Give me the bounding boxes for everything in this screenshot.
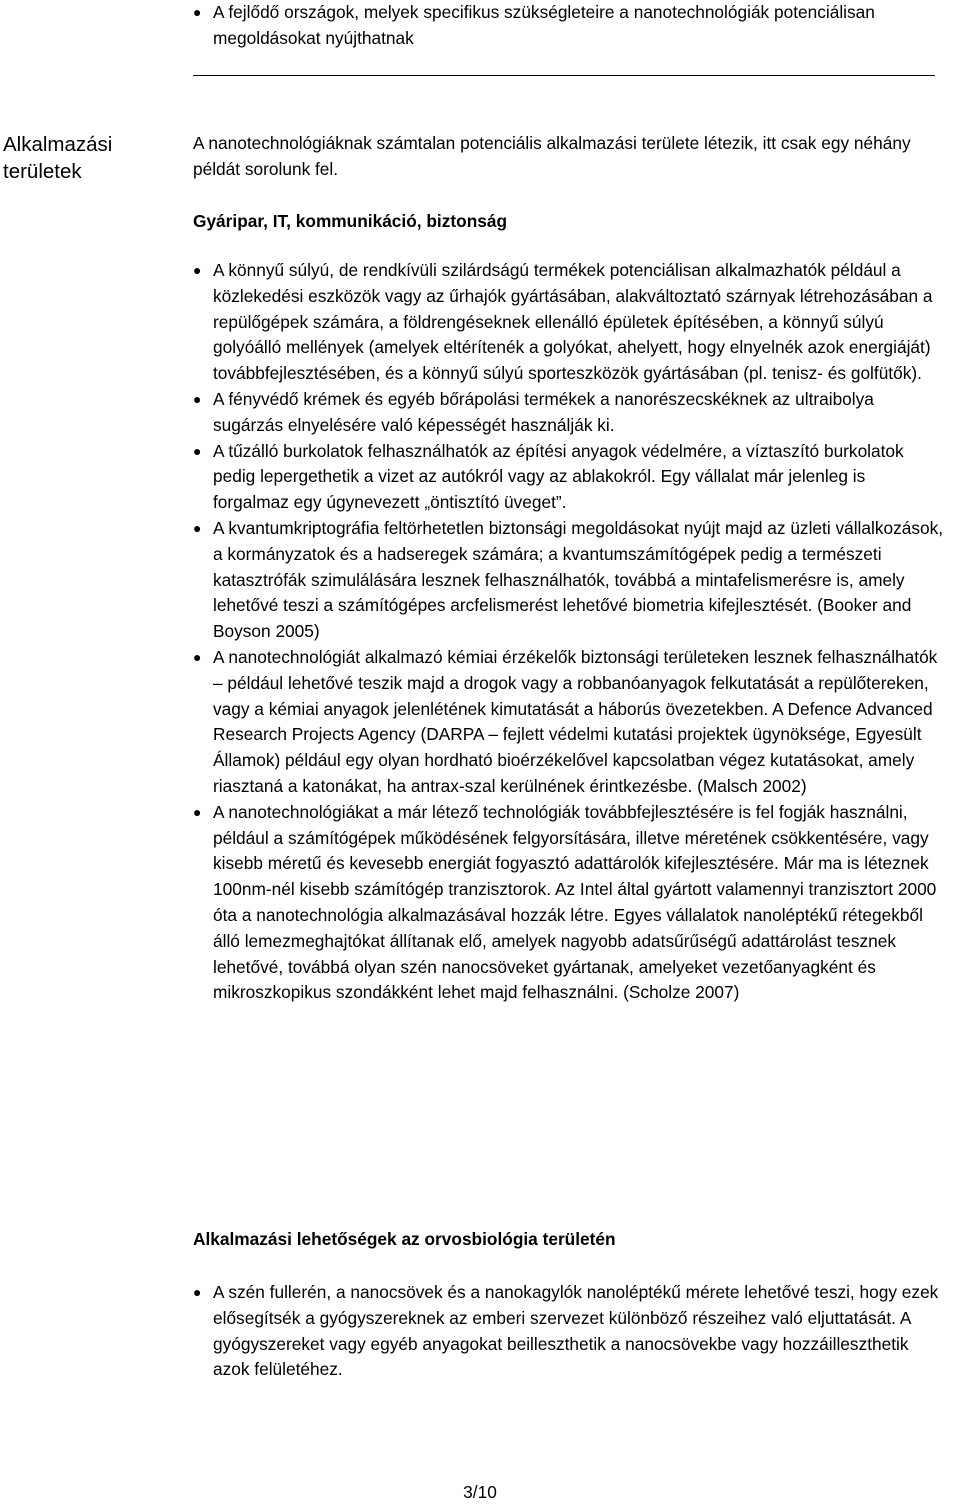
list-item-text: A fényvédő krémek és egyéb bőrápolási termékek a nanorészecskéknek az ultraibolya sugárzás elnyelésére való képességét használják ki. (213, 388, 874, 435)
bullet-icon: ● (193, 803, 202, 820)
list-item-text: A kvantumkriptográfia feltörhetetlen biztonsági megoldásokat nyújt majd az üzleti vállalkozások, a kormányzatok és a hadseregek számára; a kvantumszámítógépek pedig a természeti katasztrófák szimulálására lesznek felhasználhatók, továbbá a mintafelismerésre is, amely lehetővé teszi a számítógépes arcfelismerést lehetővé biometria kifejlesztését. (Booker and Boyson 2005) (213, 517, 944, 642)
list-item-text: A nanotechnológiát alkalmazó kémiai érzékelők biztonsági területeken lesznek felhasználhatók – például lehetővé teszik majd a drogok vagy a robbanóanyagok felkutatását a repülőtereken, vagy a kémiai anyagok jelenlétének kimutatását a háborús övezetekben. A Defence Advanced Research Projects Agency (DARPA – fejlett védelmi kutatási projektek ügynöksége, Egyesült Államok) például egy olyan hordható bioérzékelővel kapcsolatban végez kutatásokat, amely riasztaná a katonákat, ha antrax-szal kerülnének érintkezésbe. (Malsch 2002) (213, 646, 938, 796)
bullet-icon: ● (193, 4, 202, 20)
list-item-text: A szén fullerén, a nanocsövek és a nanokagylók nanoléptékű mérete lehetővé teszi, hogy ezek elősegítsék a gyógyszereknek az emberi szervezet különböző részeihez való eljuttatását. A gyógyszereket vagy egyéb anyagokat beilleszthetik a nanocsövekbe vagy hozzáilleszthetik azok felületéhez. (213, 1282, 939, 1380)
list-item (193, 645, 945, 800)
bullet-icon: ● (193, 648, 202, 665)
top-bullet-list (193, 0, 938, 52)
divider (193, 75, 935, 76)
list-item (193, 387, 945, 439)
list-item-text: A könnyű súlyú, de rendkívüli szilárdságú termékek potenciálisan alkalmazhatók például a közlekedési eszközök vagy az űrhajók gyártásában, alakváltoztató szárnyak létrehozásában a repülőgépek számára, a földrengéseknek ellenálló épületek építésében, a könnyű súlyú golyóálló mellények (amelyek eltérítenék a golyókat, ahelyett, hogy elnyelnék azok energiáját) továbbfejlesztésében, és a könnyű súlyú sporteszközök gyártásában (pl. tenisz- és golfütők). (213, 260, 933, 384)
bullet-icon: ● (193, 390, 202, 407)
list-item (193, 1280, 945, 1383)
bullet-icon: ● (193, 519, 202, 536)
industry-bullet-list (193, 258, 945, 1006)
section-heading-industry: Gyáripar, IT, kommunikáció, biztonság (193, 211, 508, 231)
list-item-text: A fejlődő országok, melyek specifikus szükségleteire a nanotechnológiák potenciálisan megoldásokat nyújthatnak (213, 2, 875, 48)
bullet-icon: ● (193, 1284, 202, 1300)
list-item-text: A nanotechnológiákat a már létező technológiák továbbfejlesztésére is fel fogják használni, például a számítógépek működésének felgyorsítására, illetve méretének csökkentésére, vagy kisebb méretű és kevesebb energiát fogyasztó adattárolók kifejlesztésére. Már ma is léteznek 100nm-nél kisebb számítógép tranzisztorok. Az Intel által gyártott valamennyi tranzisztort 2000 óta a nanotechnológia alkalmazásával hozzák létre. Egyes vállalatok nanoléptékű rétegekből álló lemezmeghajtókat állítanak elő, amelyek nagyobb adatsűrűségű adattárolást tesznek lehetővé, továbbá olyan szén nanocsöveket gyártanak, amelyeket vezetőanyagként és mikroszkopikus szondákként lehet majd felhasználni. (Scholze 2007) (213, 801, 937, 1003)
list-item (193, 258, 945, 387)
bullet-icon: ● (193, 442, 202, 459)
list-item (193, 800, 945, 1006)
list-item (193, 0, 938, 52)
intro-paragraph: A nanotechnológiáknak számtalan potenciális alkalmazási területe létezik, itt csak egy néhány példát sorolunk fel. (193, 133, 911, 179)
medical-bullet-list (193, 1280, 945, 1383)
bullet-icon: ● (193, 262, 202, 278)
side-label: Alkalmazási területek (3, 133, 113, 183)
list-item-text: A tűzálló burkolatok felhasználhatók az építési anyagok védelmére, a víztaszító burkolatok pedig lepergethetik a vizet az autókról vagy az ablakokról. Egy vállalat már jelenleg is forgalmaz egy úgynevezett „öntisztító üveget”. (213, 440, 904, 513)
list-item (193, 439, 945, 516)
page-number: 3/10 (463, 1482, 497, 1502)
section-heading-medical: Alkalmazási lehetőségek az orvosbiológia területén (193, 1229, 616, 1249)
list-item (193, 516, 945, 645)
